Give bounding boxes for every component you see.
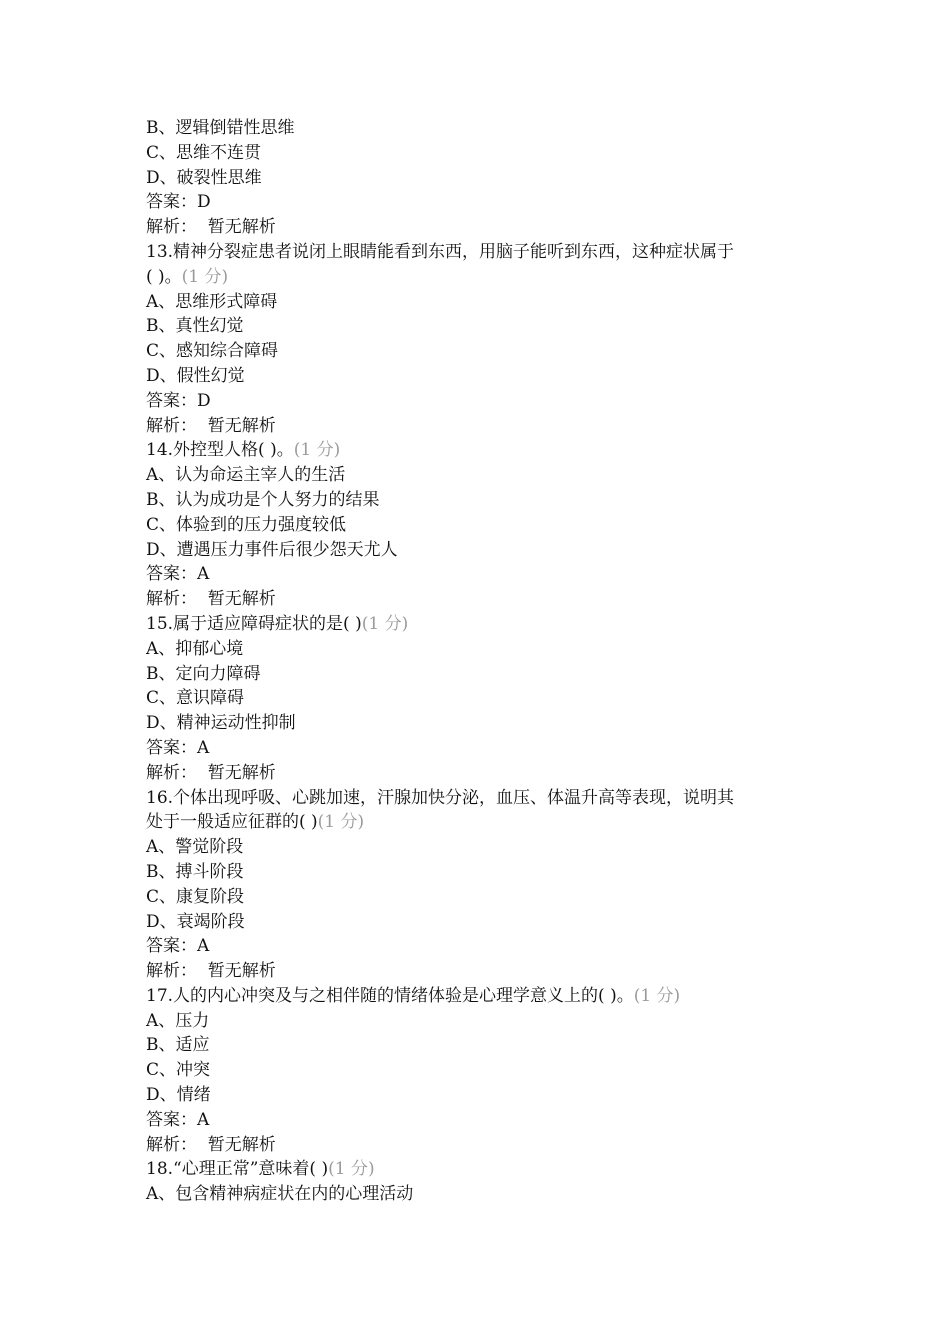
analysis-line: 解析： 暂无解析 xyxy=(146,762,276,783)
answer-line: 答案：D xyxy=(146,192,211,213)
question-stem xyxy=(146,612,816,637)
option-line: C、康复阶段 xyxy=(146,886,245,907)
question-stem xyxy=(146,810,816,835)
option-line: D、衰竭阶段 xyxy=(146,911,245,932)
option-line: B、搏斗阶段 xyxy=(146,861,244,882)
question-stem: 13.精神分裂症患者说闭上眼睛能看到东西，用脑子能听到东西，这种症状属于 xyxy=(146,241,735,262)
question-stem-text: 18.“心理正常”意味着( ) xyxy=(146,1159,329,1180)
answer-line: 答案：A xyxy=(146,936,210,957)
question-stem-text: ( )。 xyxy=(146,266,182,287)
answer-line: 答案：D xyxy=(146,390,211,411)
answer-line: 答案：A xyxy=(146,1109,210,1130)
question-stem xyxy=(146,1157,816,1182)
analysis-line: 解析： 暂无解析 xyxy=(146,1134,276,1155)
option-line: C、冲突 xyxy=(146,1060,211,1081)
option-line: B、逻辑倒错性思维 xyxy=(146,118,295,138)
option-line: D、遭遇压力事件后很少怨天尤人 xyxy=(146,539,398,560)
analysis-line: 解析： 暂无解析 xyxy=(146,415,276,436)
analysis-line: 解析： 暂无解析 xyxy=(146,217,276,238)
question-stem xyxy=(146,984,816,1009)
option-line: D、假性幻觉 xyxy=(146,365,245,386)
option-line: A、压力 xyxy=(146,1010,210,1031)
option-line: B、认为成功是个人努力的结果 xyxy=(146,489,380,510)
question-stem xyxy=(146,438,816,463)
question-stem: 16.个体出现呼吸、心跳加速，汗腺加快分泌，血压、体温升高等表现，说明其 xyxy=(146,787,735,808)
score-label: (1 分) xyxy=(181,266,229,287)
score-label: (1 分) xyxy=(317,812,365,833)
option-line: A、包含精神病症状在内的心理活动 xyxy=(146,1184,414,1205)
question-stem-text: 15.属于适应障碍症状的是( ) xyxy=(146,613,362,634)
option-line: C、感知综合障碍 xyxy=(146,341,279,362)
option-line: B、真性幻觉 xyxy=(146,316,244,337)
analysis-line: 解析： 暂无解析 xyxy=(146,589,276,610)
score-label: (1 分) xyxy=(633,985,681,1006)
option-line: B、定向力障碍 xyxy=(146,663,261,684)
score-label: (1 分) xyxy=(293,440,341,461)
option-line: D、破裂性思维 xyxy=(146,167,262,188)
document-page xyxy=(146,116,816,1207)
question-stem-text: 处于一般适应征群的( ) xyxy=(146,812,318,833)
question-stem-text: 17.人的内心冲突及与之相伴随的情绪体验是心理学意义上的( )。 xyxy=(146,985,634,1006)
option-line: C、体验到的压力强度较低 xyxy=(146,514,347,535)
score-label: (1 分) xyxy=(361,613,409,634)
option-line: B、适应 xyxy=(146,1035,210,1056)
option-line: A、认为命运主宰人的生活 xyxy=(146,465,346,486)
option-line: A、警觉阶段 xyxy=(146,837,244,858)
option-line: D、情绪 xyxy=(146,1085,211,1106)
option-line: C、意识障碍 xyxy=(146,688,245,709)
question-stem-text: 14.外控型人格( )。 xyxy=(146,440,294,461)
option-line: A、抑郁心境 xyxy=(146,638,244,659)
option-line: C、思维不连贯 xyxy=(146,142,262,163)
option-line: D、精神运动性抑制 xyxy=(146,713,296,734)
answer-line: 答案：A xyxy=(146,737,210,758)
score-label: (1 分) xyxy=(328,1159,375,1180)
analysis-line: 解析： 暂无解析 xyxy=(146,961,276,982)
option-line: A、思维形式障碍 xyxy=(146,291,278,312)
answer-line: 答案：A xyxy=(146,564,210,585)
question-stem xyxy=(146,265,816,290)
